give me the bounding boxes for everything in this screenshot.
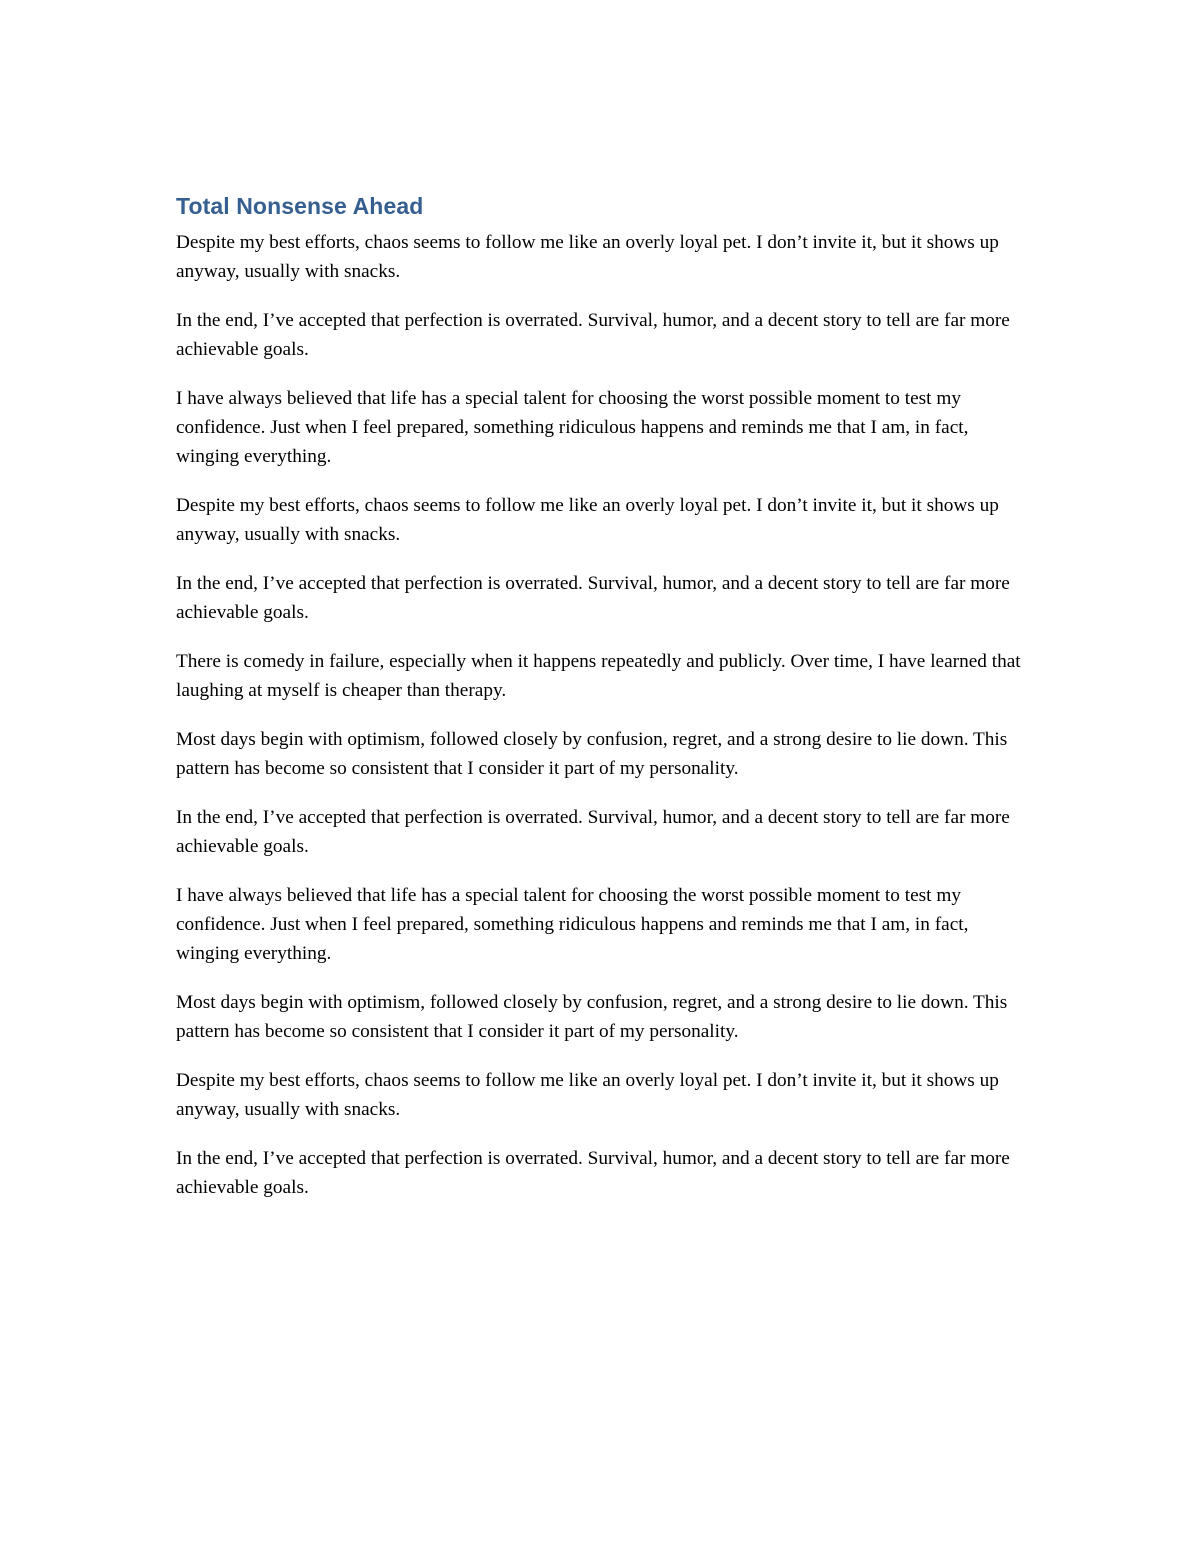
document-body [176, 190, 1026, 1222]
paragraph: Despite my best efforts, chaos seems to follow me like an overly loyal pet. I don’t invite it, but it shows up anyway, usually with snacks. [176, 495, 999, 545]
paragraph: Most days begin with optimism, followed closely by confusion, regret, and a strong desire to lie down. This pattern has become so consistent that I consider it part of my personality. [176, 992, 1008, 1042]
paragraph: I have always believed that life has a special talent for choosing the worst possible moment to test my confidence. Just when I feel prepared, something ridiculous happens and reminds me that I am, in fact, winging everything. [176, 388, 969, 467]
paragraph: There is comedy in failure, especially when it happens repeatedly and publicly. Over time, I have learned that laughing at myself is cheaper than therapy. [176, 651, 1021, 701]
paragraph: Despite my best efforts, chaos seems to follow me like an overly loyal pet. I don’t invite it, but it shows up anyway, usually with snacks. [176, 1070, 999, 1120]
paragraph: I have always believed that life has a special talent for choosing the worst possible moment to test my confidence. Just when I feel prepared, something ridiculous happens and reminds me that I am, in fact, winging everything. [176, 885, 969, 964]
paragraph: Most days begin with optimism, followed closely by confusion, regret, and a strong desire to lie down. This pattern has become so consistent that I consider it part of my personality. [176, 729, 1008, 779]
paragraph: In the end, I’ve accepted that perfection is overrated. Survival, humor, and a decent story to tell are far more achievable goals. [176, 807, 1010, 857]
paragraph: In the end, I’ve accepted that perfection is overrated. Survival, humor, and a decent story to tell are far more achievable goals. [176, 1148, 1010, 1198]
paragraph: Despite my best efforts, chaos seems to follow me like an overly loyal pet. I don’t invite it, but it shows up anyway, usually with snacks. [176, 232, 999, 282]
paragraph: In the end, I’ve accepted that perfection is overrated. Survival, humor, and a decent story to tell are far more achievable goals. [176, 573, 1010, 623]
document-title: Total Nonsense Ahead [176, 193, 424, 219]
paragraph: In the end, I’ve accepted that perfection is overrated. Survival, humor, and a decent story to tell are far more achievable goals. [176, 310, 1010, 360]
